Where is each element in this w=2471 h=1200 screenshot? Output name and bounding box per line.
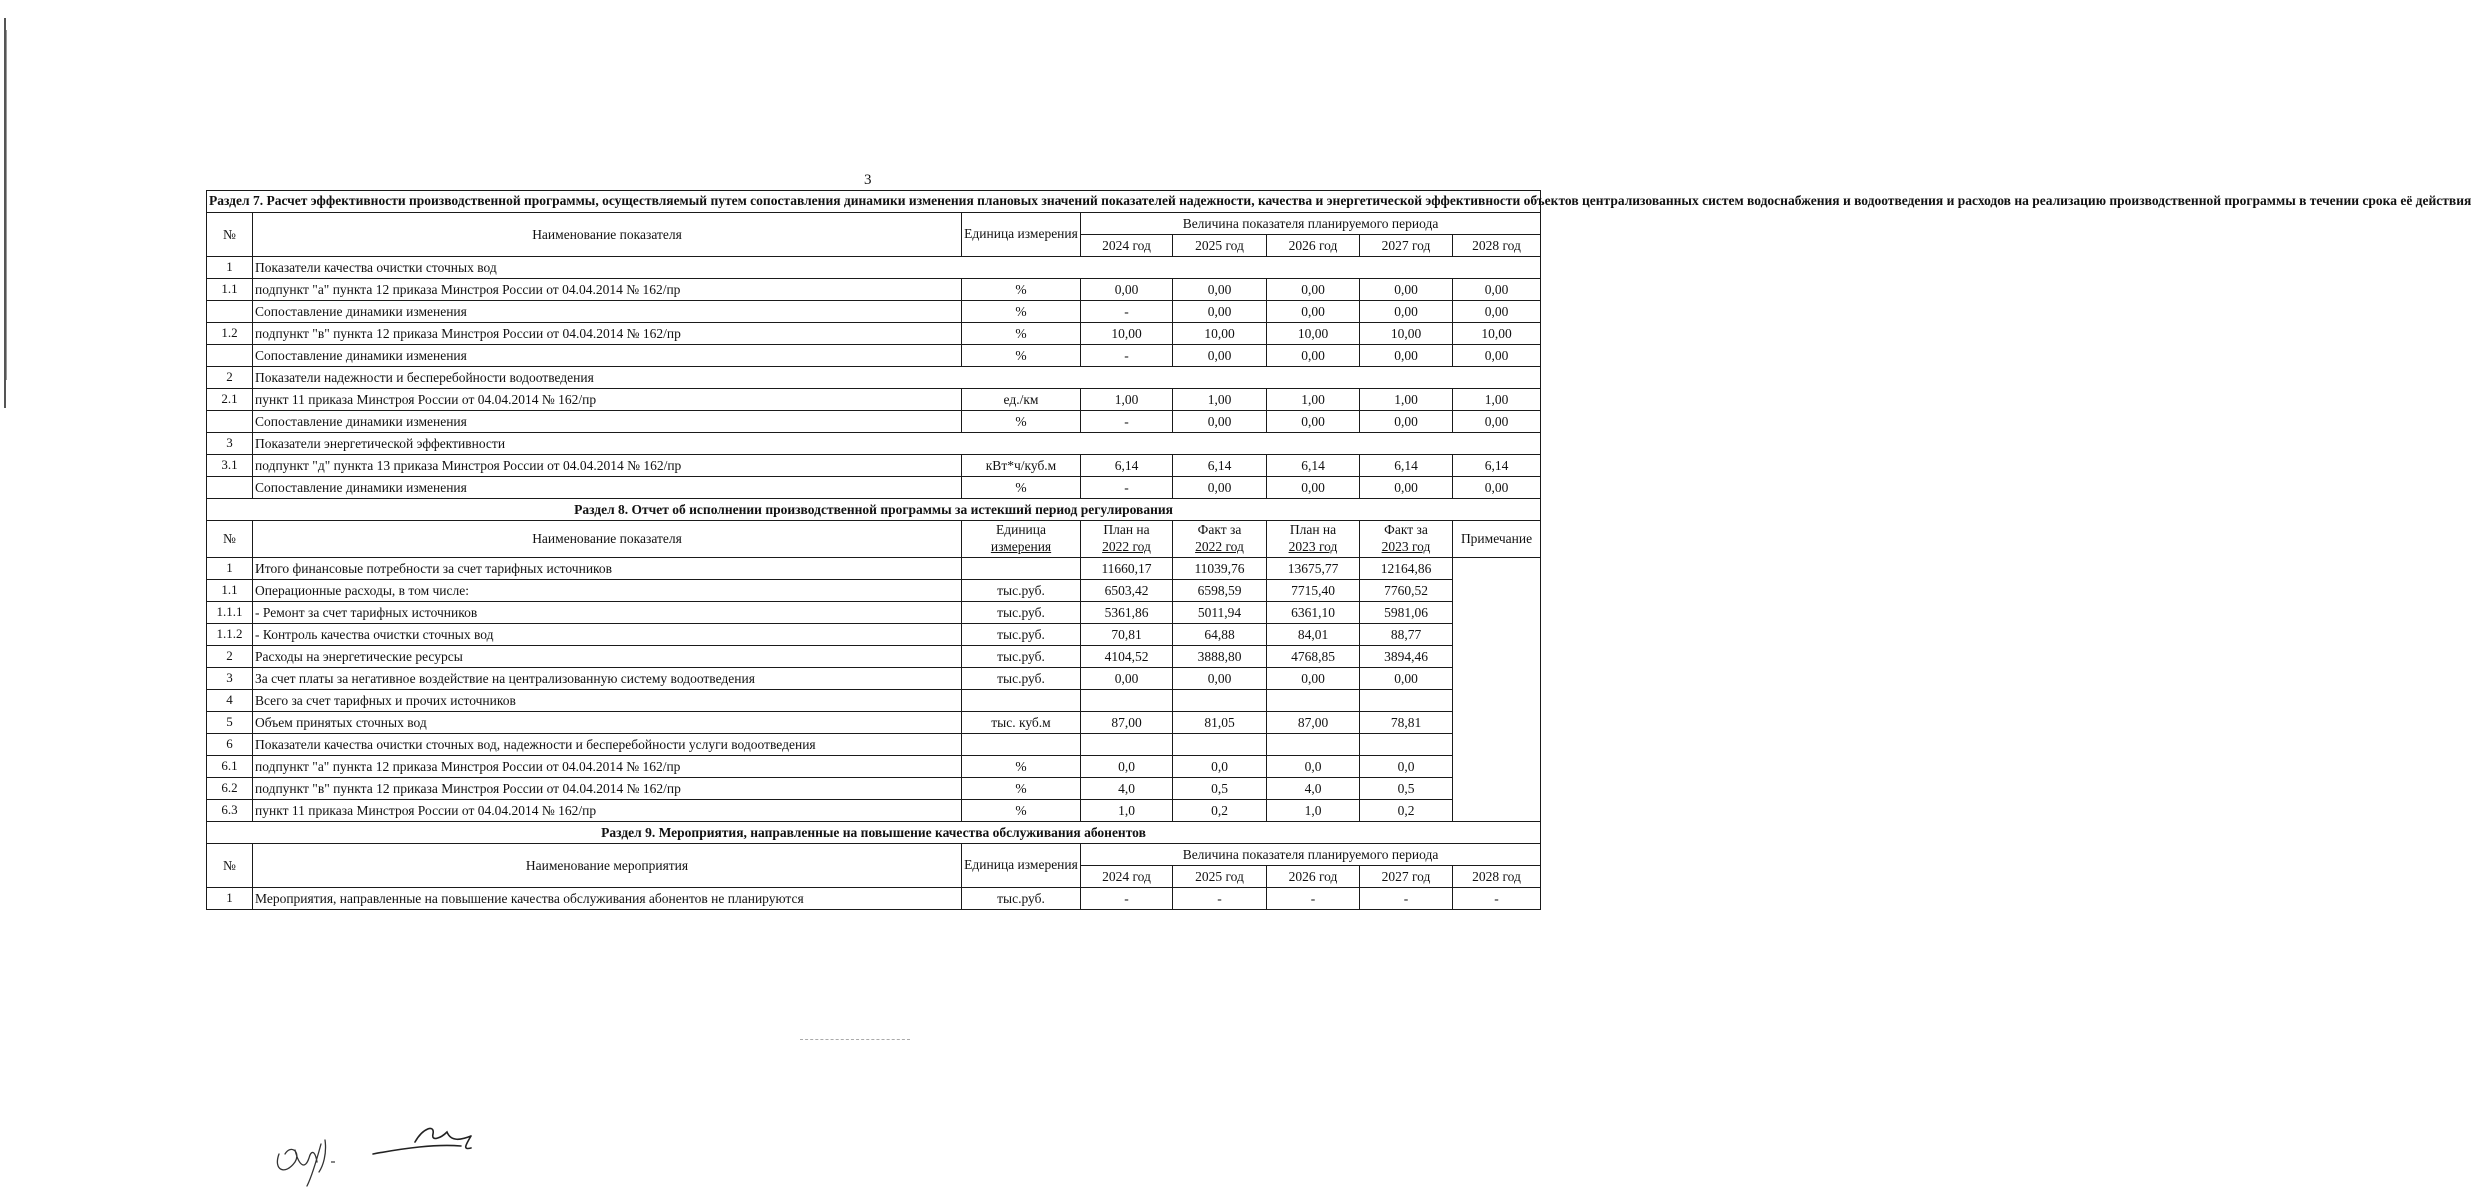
col-header-plan-2022 [1081,521,1173,558]
year-header: 2026 год [1267,866,1360,888]
section-9-title: Раздел 9. Мероприятия, направленные на повышение качества обслуживания абонентов [207,822,1541,844]
col-header-line1: План на [1289,522,1337,538]
report-table [206,190,2471,910]
row-number: 1 [207,888,253,910]
row-value: 1,00 [1173,389,1267,411]
table-row [207,734,1541,756]
row-value: 0,00 [1360,345,1453,367]
col-header-note: Примечание [1453,521,1541,558]
row-value: 4768,85 [1267,646,1360,668]
row-value: - [1173,888,1267,910]
table-row [207,279,1541,301]
table-row [207,580,1541,602]
row-name: Сопоставление динамики изменения [253,411,962,433]
row-value: 3888,80 [1173,646,1267,668]
row-number: 1.1 [207,580,253,602]
row-name: пункт 11 приказа Минстроя России от 04.04.2014 № 162/пр [253,389,962,411]
row-name: Показатели качества очистки сточных вод [253,257,1541,279]
row-number: 1.1.2 [207,624,253,646]
row-unit: % [962,756,1081,778]
row-number: 1.2 [207,323,253,345]
row-number: 2 [207,646,253,668]
row-value: 0,00 [1453,279,1541,301]
row-unit: кВт*ч/куб.м [962,455,1081,477]
row-value: 0,00 [1267,411,1360,433]
row-number: 3 [207,668,253,690]
col-header-line2: 2023 год [1381,539,1431,554]
row-value: 3894,46 [1360,646,1453,668]
table-row [207,433,1541,455]
row-name: Сопоставление динамики изменения [253,477,962,499]
row-value: 0,5 [1360,778,1453,800]
row-unit: % [962,778,1081,800]
row-value: 1,00 [1081,389,1173,411]
col-header-unit: Единица измерения [962,844,1081,888]
col-header-line1: Факт за [1197,522,1242,538]
section-8-title: Раздел 8. Отчет об исполнении производственной программы за истекший период регулирования [207,499,1541,521]
row-number: 3 [207,433,253,455]
col-header-fact-2022 [1173,521,1267,558]
row-value: 0,00 [1453,301,1541,323]
row-name: Объем принятых сточных вод [253,712,962,734]
table-row [207,389,1541,411]
row-value: 1,00 [1360,389,1453,411]
row-value: 0,00 [1453,345,1541,367]
row-number: 1.1 [207,279,253,301]
row-name: Показатели энергетической эффективности [253,433,1541,455]
row-value: - [1081,301,1173,323]
row-value: 12164,86 [1360,558,1453,580]
row-value: 5361,86 [1081,602,1173,624]
row-value: 0,00 [1267,279,1360,301]
row-value [1081,690,1173,712]
section-7-title: Раздел 7. Расчет эффективности производственной программы, осуществляемый путем сопоставления динамики изменения плановых значений показателей надежности, качества и энергетической эффективности объектов централизованных систем водоснабжения и водоотведения и расходов на реализацию производственной программы в течении срока её действия [207,191,1541,213]
row-unit: тыс.руб. [962,624,1081,646]
row-value: 0,00 [1173,279,1267,301]
table-row [207,602,1541,624]
col-header-unit: Единица измерения [962,213,1081,257]
row-value: 13675,77 [1267,558,1360,580]
year-header: 2028 год [1453,866,1541,888]
row-unit: тыс. куб.м [962,712,1081,734]
col-header-line2: 2022 год [1102,539,1151,554]
row-value: 6503,42 [1081,580,1173,602]
col-header-no: № [207,844,253,888]
row-value [1173,734,1267,756]
row-value: 78,81 [1360,712,1453,734]
row-name: пункт 11 приказа Минстроя России от 04.04.2014 № 162/пр [253,800,962,822]
row-value: 0,00 [1453,411,1541,433]
table-row [207,690,1541,712]
year-header: 2026 год [1267,235,1360,257]
row-number [207,411,253,433]
row-number: 6.1 [207,756,253,778]
section-8-rows [207,558,1541,822]
col-header-unit-line2: измерения [990,539,1052,554]
col-header-name: Наименование показателя [253,521,962,558]
row-unit: % [962,411,1081,433]
row-name: Всего за счет тарифных и прочих источников [253,690,962,712]
row-value: 1,0 [1267,800,1360,822]
row-unit [962,558,1081,580]
row-note [1453,558,1541,822]
row-value: 10,00 [1081,323,1173,345]
section-8 [207,499,1541,558]
row-name: подпункт "а" пункта 12 приказа Минстроя России от 04.04.2014 № 162/пр [253,756,962,778]
scan-edge-line [6,30,7,380]
row-number: 6.2 [207,778,253,800]
row-number: 6.3 [207,800,253,822]
row-value: 4,0 [1081,778,1173,800]
section-9 [207,822,1541,888]
row-value: 6361,10 [1267,602,1360,624]
row-value: 0,2 [1173,800,1267,822]
row-name: Показатели качества очистки сточных вод, надежности и бесперебойности услуги водоотведения [253,734,962,756]
row-unit: % [962,301,1081,323]
row-value: 5011,94 [1173,602,1267,624]
row-value: 0,0 [1173,756,1267,778]
row-value: 0,00 [1173,345,1267,367]
row-value: 0,00 [1267,301,1360,323]
row-unit: % [962,345,1081,367]
row-value: 7760,52 [1360,580,1453,602]
row-value: - [1081,411,1173,433]
year-header: 2027 год [1360,235,1453,257]
row-value [1267,734,1360,756]
row-name: подпункт "в" пункта 12 приказа Минстроя России от 04.04.2014 № 162/пр [253,778,962,800]
col-header-line2: 2022 год [1195,539,1244,554]
row-value: 10,00 [1173,323,1267,345]
col-header-period: Величина показателя планируемого периода [1081,213,1541,235]
row-value [1173,690,1267,712]
row-value: 11660,17 [1081,558,1173,580]
year-header: 2025 год [1173,235,1267,257]
table-row [207,455,1541,477]
row-value [1360,734,1453,756]
year-header: 2028 год [1453,235,1541,257]
col-header-unit-line1: Единица [995,522,1046,538]
row-number [207,301,253,323]
row-value [1360,690,1453,712]
row-unit: тыс.руб. [962,646,1081,668]
row-value: 88,77 [1360,624,1453,646]
row-number: 2 [207,367,253,389]
row-value: 10,00 [1453,323,1541,345]
col-header-fact-2023 [1360,521,1453,558]
row-value: 0,00 [1267,345,1360,367]
row-value: - [1453,888,1541,910]
table-row [207,558,1541,580]
row-value: 0,0 [1267,756,1360,778]
col-header-no: № [207,213,253,257]
row-value: 0,00 [1360,668,1453,690]
row-value [1081,734,1173,756]
row-value: 10,00 [1267,323,1360,345]
row-value: 64,88 [1173,624,1267,646]
col-header-line1: План на [1103,522,1150,538]
row-unit: % [962,800,1081,822]
col-header-unit [962,521,1081,558]
col-header-plan-2023 [1267,521,1360,558]
row-unit: тыс.руб. [962,668,1081,690]
row-value: 6598,59 [1173,580,1267,602]
row-value: 0,00 [1360,477,1453,499]
row-number: 1 [207,257,253,279]
row-name: Сопоставление динамики изменения [253,301,962,323]
row-name: Расходы на энергетические ресурсы [253,646,962,668]
row-value: 0,2 [1360,800,1453,822]
table-row [207,257,1541,279]
row-unit: % [962,279,1081,301]
table-row [207,800,1541,822]
row-value: - [1081,477,1173,499]
row-unit: тыс.руб. [962,602,1081,624]
row-name: Сопоставление динамики изменения [253,345,962,367]
row-unit: ед./км [962,389,1081,411]
row-value: 4,0 [1267,778,1360,800]
col-header-no: № [207,521,253,558]
row-value: - [1267,888,1360,910]
row-value: 0,00 [1267,477,1360,499]
row-value: 0,0 [1360,756,1453,778]
row-name: За счет платы за негативное воздействие на централизованную систему водоотведения [253,668,962,690]
row-name: - Ремонт за счет тарифных источников [253,602,962,624]
row-number: 5 [207,712,253,734]
col-header-line1: Факт за [1384,522,1428,538]
year-header: 2024 год [1081,235,1173,257]
row-value: 7715,40 [1267,580,1360,602]
row-unit: % [962,323,1081,345]
row-value: 81,05 [1173,712,1267,734]
row-value: 0,5 [1173,778,1267,800]
row-number [207,477,253,499]
row-value: 6,14 [1267,455,1360,477]
table-row [207,345,1541,367]
table-row [207,624,1541,646]
row-value [1267,690,1360,712]
table-row [207,411,1541,433]
row-value: 0,00 [1173,477,1267,499]
table-row [207,477,1541,499]
row-name: Операционные расходы, в том числе: [253,580,962,602]
row-value: 0,00 [1081,279,1173,301]
row-value: 10,00 [1360,323,1453,345]
row-value: 0,00 [1173,668,1267,690]
table-row [207,301,1541,323]
row-number: 6 [207,734,253,756]
row-value: - [1360,888,1453,910]
row-number: 1.1.1 [207,602,253,624]
handwritten-signature [265,1110,505,1190]
table-row [207,778,1541,800]
table-row [207,646,1541,668]
row-value: 0,00 [1173,411,1267,433]
section-7-rows [207,257,1541,499]
row-value: 87,00 [1081,712,1173,734]
row-number: 2.1 [207,389,253,411]
row-value: 6,14 [1081,455,1173,477]
row-unit: тыс.руб. [962,580,1081,602]
row-number [207,345,253,367]
section-9-rows [207,888,1541,910]
row-value: 11039,76 [1173,558,1267,580]
row-value: 0,00 [1360,301,1453,323]
row-value: 6,14 [1173,455,1267,477]
row-value: - [1081,888,1173,910]
row-value: - [1081,345,1173,367]
table-row [207,323,1541,345]
table-row [207,756,1541,778]
row-unit [962,690,1081,712]
row-value: 0,00 [1360,411,1453,433]
row-number: 1 [207,558,253,580]
col-header-line2: 2023 год [1288,539,1338,554]
row-name: Итого финансовые потребности за счет тарифных источников [253,558,962,580]
row-value: 4104,52 [1081,646,1173,668]
year-header: 2027 год [1360,866,1453,888]
page-number: 3 [864,172,872,188]
row-name: подпункт "д" пункта 13 приказа Минстроя России от 04.04.2014 № 162/пр [253,455,962,477]
row-value: 6,14 [1453,455,1541,477]
row-value: 84,01 [1267,624,1360,646]
col-header-name: Наименование показателя [253,213,962,257]
year-header: 2024 год [1081,866,1173,888]
row-value: 6,14 [1360,455,1453,477]
row-value: 0,00 [1267,668,1360,690]
table-row [207,888,1541,910]
row-value: 1,00 [1267,389,1360,411]
row-unit [962,734,1081,756]
row-number: 4 [207,690,253,712]
row-value: 87,00 [1267,712,1360,734]
row-name: - Контроль качества очистки сточных вод [253,624,962,646]
row-value: 1,00 [1453,389,1541,411]
row-value: 70,81 [1081,624,1173,646]
row-value: 0,00 [1081,668,1173,690]
row-value: 0,0 [1081,756,1173,778]
divider-dashes [800,1039,910,1040]
row-number: 3.1 [207,455,253,477]
col-header-name: Наименование мероприятия [253,844,962,888]
row-name: Мероприятия, направленные на повышение качества обслуживания абонентов не планируются [253,888,962,910]
row-name: Показатели надежности и бесперебойности водоотведения [253,367,1541,389]
table-row [207,712,1541,734]
row-value: 0,00 [1173,301,1267,323]
row-unit: тыс.руб. [962,888,1081,910]
table-row [207,367,1541,389]
year-header: 2025 год [1173,866,1267,888]
col-header-period: Величина показателя планируемого периода [1081,844,1541,866]
row-unit: % [962,477,1081,499]
row-value: 0,00 [1453,477,1541,499]
row-value: 5981,06 [1360,602,1453,624]
row-name: подпункт "а" пункта 12 приказа Минстроя России от 04.04.2014 № 162/пр [253,279,962,301]
row-value: 0,00 [1360,279,1453,301]
table-row [207,668,1541,690]
row-value: 1,0 [1081,800,1173,822]
section-7 [207,191,2471,257]
row-name: подпункт "в" пункта 12 приказа Минстроя России от 04.04.2014 № 162/пр [253,323,962,345]
